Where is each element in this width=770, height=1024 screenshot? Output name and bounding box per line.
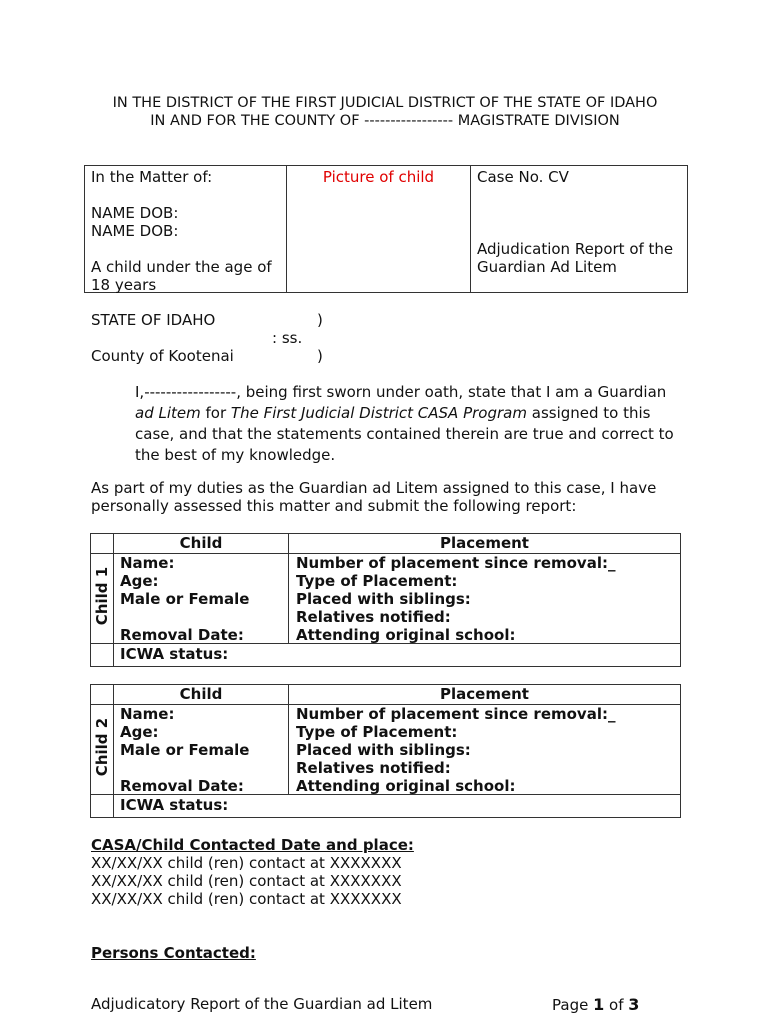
age-label: Age: xyxy=(120,572,159,590)
num-placement-label: Number of placement since removal:_ xyxy=(296,705,616,723)
child-1-side-label: Child 1 xyxy=(93,566,111,626)
removal-date-label: Removal Date: xyxy=(120,626,244,644)
num-placement-label: Number of placement since removal:_ xyxy=(296,554,616,572)
contact-line: XX/XX/XX child (ren) contact at XXXXXXX xyxy=(91,890,402,908)
age-label: Age: xyxy=(120,723,159,741)
case-column xyxy=(471,166,687,292)
oath-italic-1: ad Litem xyxy=(135,404,201,422)
icwa-status-label: ICWA status: xyxy=(120,796,229,814)
paren-2: ) xyxy=(317,347,323,365)
page-number: Page 1 of 3 xyxy=(552,995,640,1014)
contact-line: XX/XX/XX child (ren) contact at XXXXXXX xyxy=(91,854,402,872)
school-label: Attending original school: xyxy=(296,777,516,795)
report-title: Adjudication Report of the Guardian Ad Litem xyxy=(477,240,674,276)
in-the-matter-label: In the Matter of: xyxy=(91,168,213,186)
type-placement-label: Type of Placement: xyxy=(296,572,458,590)
paren-1: ) xyxy=(317,311,323,329)
sex-label: Male or Female xyxy=(120,590,250,608)
child-column-header: Child xyxy=(114,685,289,704)
picture-placeholder: Picture of child xyxy=(322,168,435,186)
county-label: County of Kootenai xyxy=(91,347,234,365)
oath-paragraph xyxy=(91,382,686,466)
header-line-1: IN THE DISTRICT OF THE FIRST JUDICIAL DISTRICT OF THE STATE OF IDAHO xyxy=(112,95,658,111)
name-dob-1: NAME DOB: xyxy=(91,204,179,222)
header-line-2: IN AND FOR THE COUNTY OF ----------------- MAGISTRATE DIVISION xyxy=(150,113,620,129)
oath-italic-2: The First Judicial District CASA Program xyxy=(230,404,527,422)
picture-column xyxy=(287,166,471,292)
oath-text: I,-----------------, being first sworn under oath, state that I am a Guardian ad Litem for The First Judicial District CASA Program assigned to this case, and that the statements contained therein are true and correct to the best of my knowledge. xyxy=(135,383,674,464)
footer-title: Adjudicatory Report of the Guardian ad Litem xyxy=(91,995,433,1013)
removal-date-label: Removal Date: xyxy=(120,777,244,795)
state-label: STATE OF IDAHO xyxy=(91,311,216,329)
placement-column-header: Placement xyxy=(440,534,529,552)
venue-block xyxy=(91,311,411,371)
name-dob-2: NAME DOB: xyxy=(91,222,179,240)
duties-paragraph: As part of my duties as the Guardian ad Litem assigned to this case, I have personally assessed this matter and submit the following report: xyxy=(91,479,657,515)
siblings-label: Placed with siblings: xyxy=(296,741,471,759)
type-placement-label: Type of Placement: xyxy=(296,723,458,741)
icwa-status-label: ICWA status: xyxy=(120,645,229,663)
child-1-table xyxy=(90,533,681,667)
child-under-age-text: A child under the age of 18 years xyxy=(91,258,272,294)
case-number: Case No. CV xyxy=(477,168,569,186)
school-label: Attending original school: xyxy=(296,626,516,644)
contacts-heading: CASA/Child Contacted Date and place: xyxy=(91,836,414,854)
ss-label: : ss. xyxy=(272,329,303,347)
contacts-section xyxy=(91,836,686,908)
persons-contacted-heading: Persons Contacted: xyxy=(91,944,256,962)
relatives-label: Relatives notified: xyxy=(296,608,451,626)
child-2-side-label: Child 2 xyxy=(93,717,111,777)
matter-column xyxy=(85,166,287,292)
document-header xyxy=(0,94,770,130)
child-column-header: Child xyxy=(114,534,289,553)
siblings-label: Placed with siblings: xyxy=(296,590,471,608)
contact-line: XX/XX/XX child (ren) contact at XXXXXXX xyxy=(91,872,402,890)
case-caption-table xyxy=(84,165,688,293)
name-label: Name: xyxy=(120,705,175,723)
name-label: Name: xyxy=(120,554,175,572)
placement-column-header: Placement xyxy=(440,685,529,703)
relatives-label: Relatives notified: xyxy=(296,759,451,777)
sex-label: Male or Female xyxy=(120,741,250,759)
child-2-table xyxy=(90,684,681,818)
